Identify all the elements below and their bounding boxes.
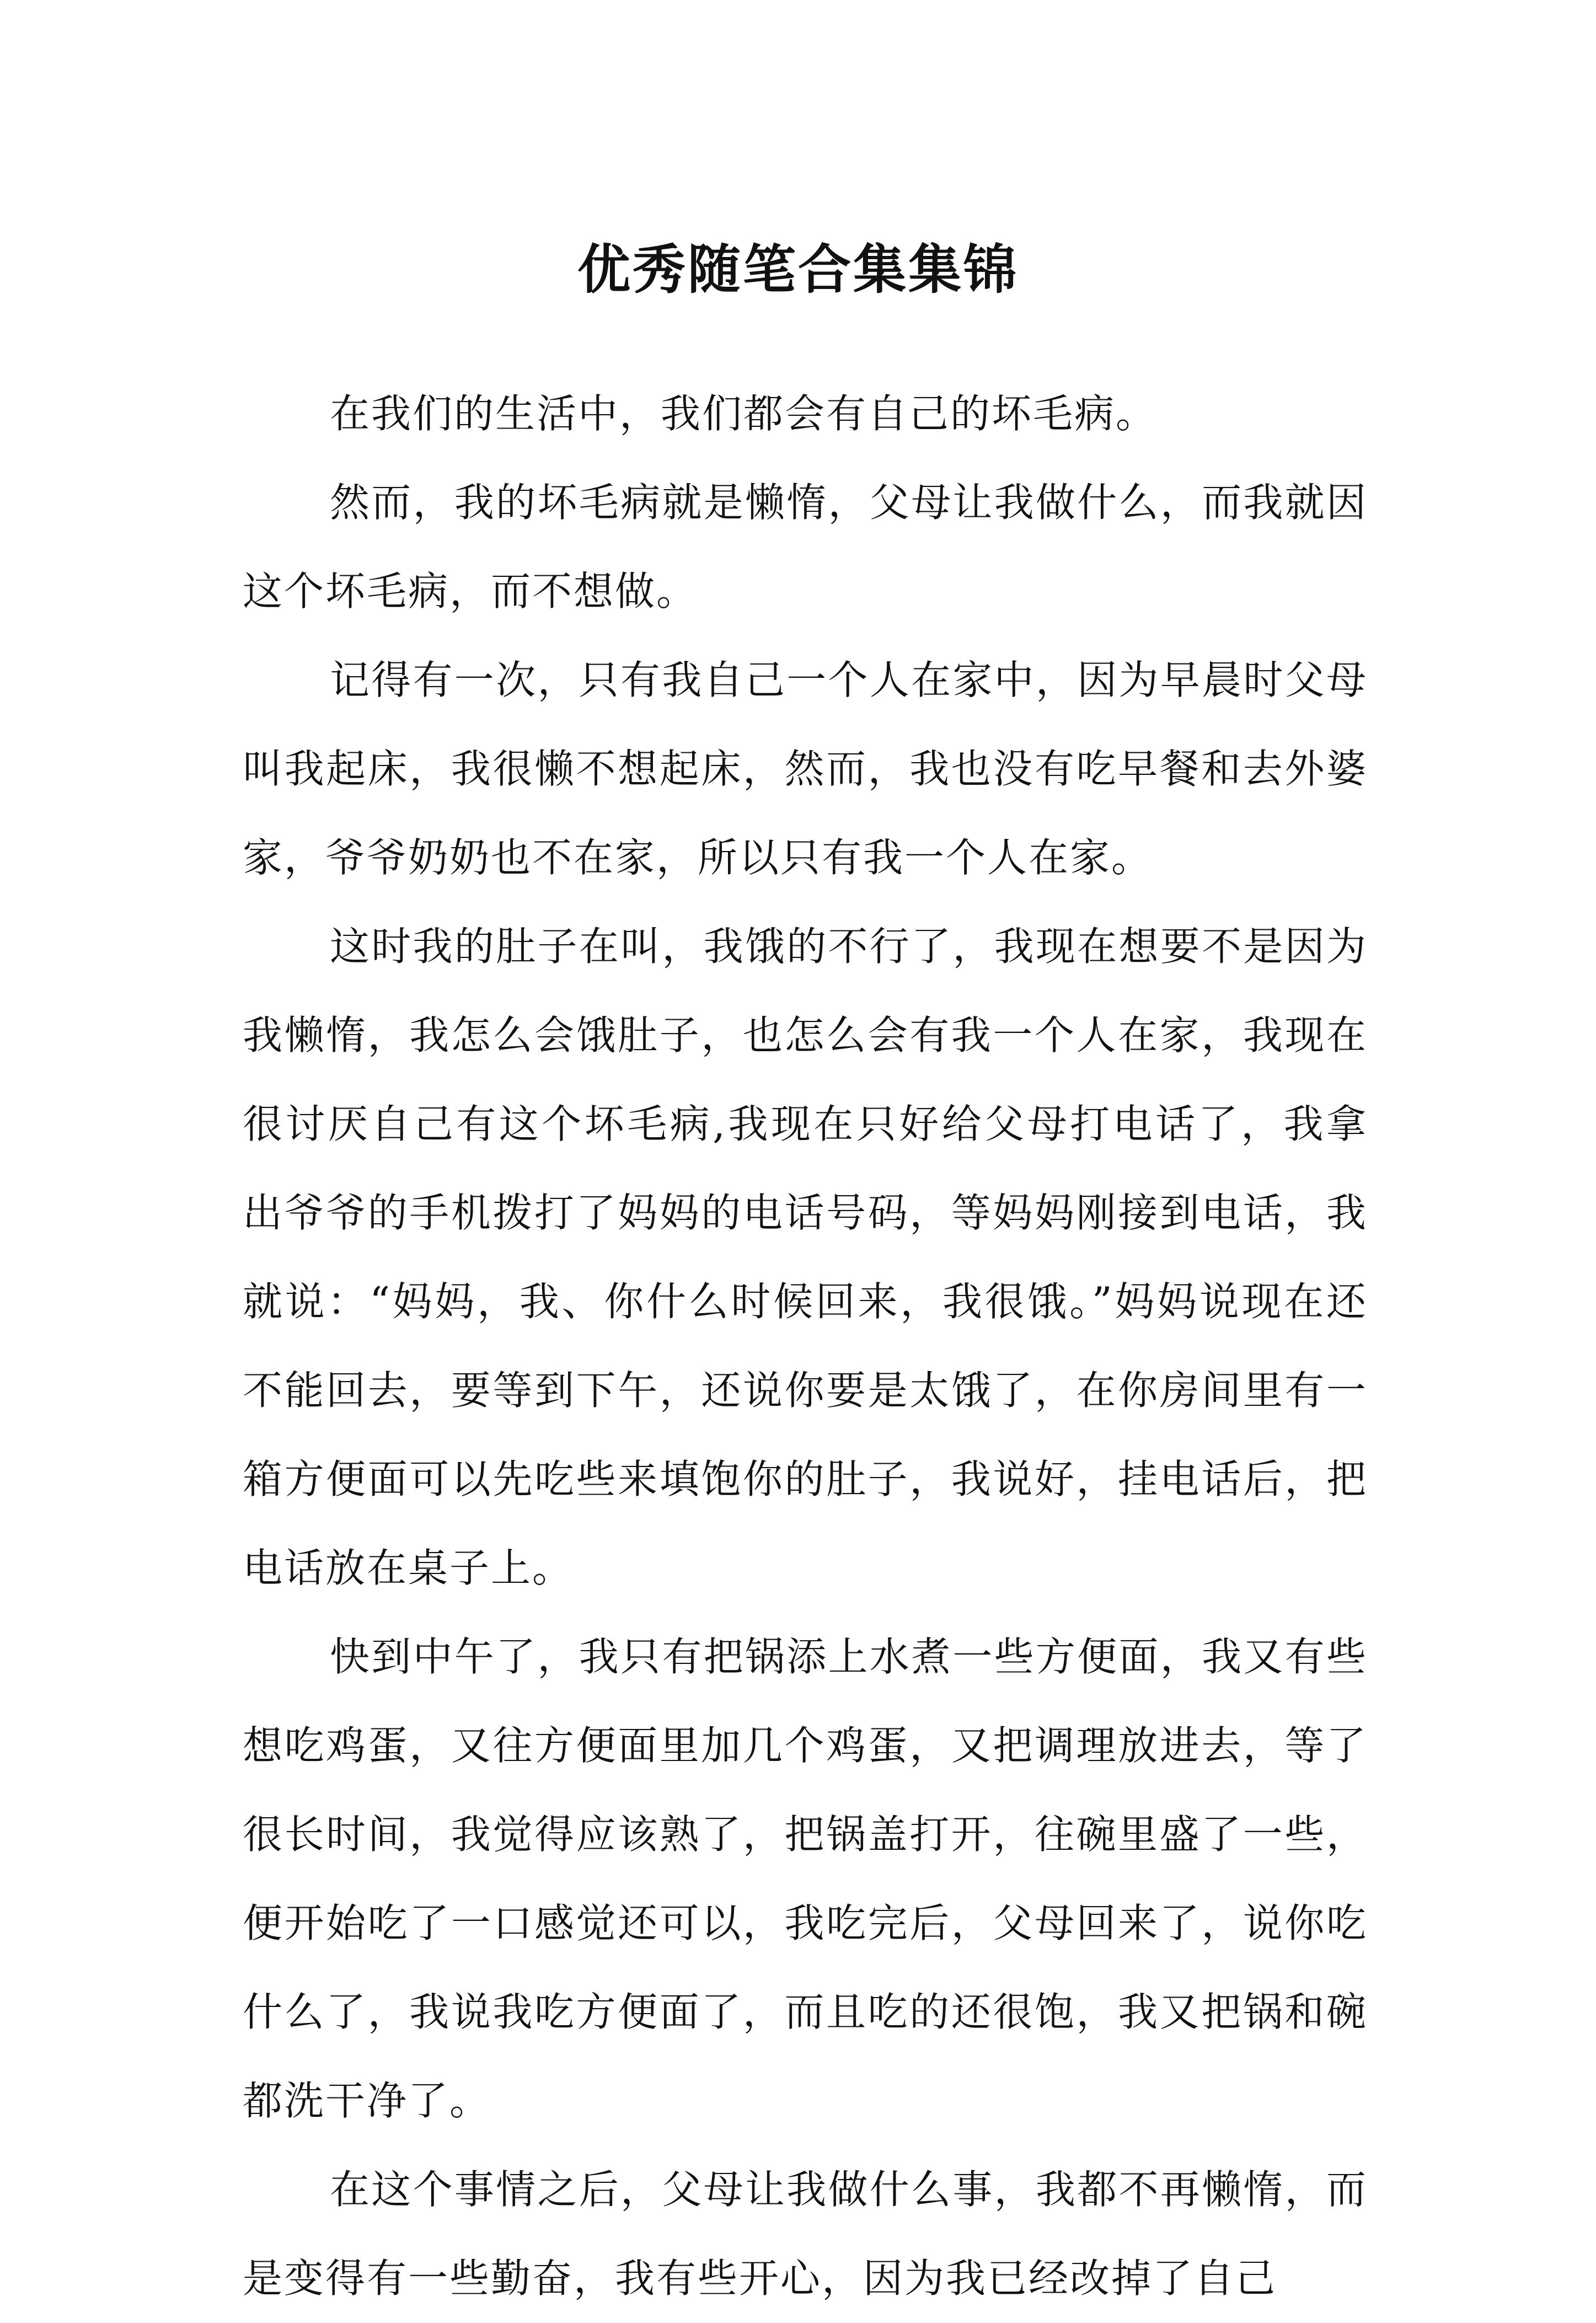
- paragraph-3: 记得有一次，只有我自己一个人在家中，因为早晨时父母叫我起床，我很懒不想起床，然而，我也没有吃早餐和去外婆家，爷爷奶奶也不在家，所以只有我一个人在家。: [243, 657, 1368, 881]
- paragraph-4: 这时我的肚子在叫，我饿的不行了，我现在想要不是因为我懒惰，我怎么会饿肚子，也怎么会有我一个人在家，我现在很讨厌自己有这个坏毛病,我现在只好给父母打电话了，我拿出爷爷的手机拨打了妈妈的电话号码，等妈妈刚接到电话，我就说：“妈妈，我、你什么时候回来，我很饿。”妈妈说现在还不能回去，要等到下午，还说你要是太饿了，在你房间里有一箱方便面可以先吃些来填饱你的肚子，我说好，挂电话后，把电话放在桌子上。: [243, 923, 1368, 1591]
- paragraph-6: 在这个事情之后，父母让我做什么事，我都不再懒惰，而是变得有一些勤奋，我有些开心，因为我已经改掉了自己: [243, 2166, 1368, 2301]
- paragraph-5: 快到中午了，我只有把锅添上水煮一些方便面，我又有些想吃鸡蛋，又往方便面里加几个鸡蛋，又把调理放进去，等了很长时间，我觉得应该熟了，把锅盖打开，往碗里盛了一些，便开始吃了一口感觉还可以，我吃完后，父母回来了，说你吃什么了，我说我吃方便面了，而且吃的还很饱，我又把锅和碗都洗干净了。: [243, 1634, 1368, 2124]
- document-body: [243, 370, 1368, 2323]
- page-title: 优秀随笔合集集锦: [577, 238, 1019, 301]
- paragraph-2: 然而，我的坏毛病就是懒惰，父母让我做什么，而我就因这个坏毛病，而不想做。: [243, 479, 1368, 614]
- paragraph-1: 在我们的生活中，我们都会有自己的坏毛病。: [330, 390, 1158, 437]
